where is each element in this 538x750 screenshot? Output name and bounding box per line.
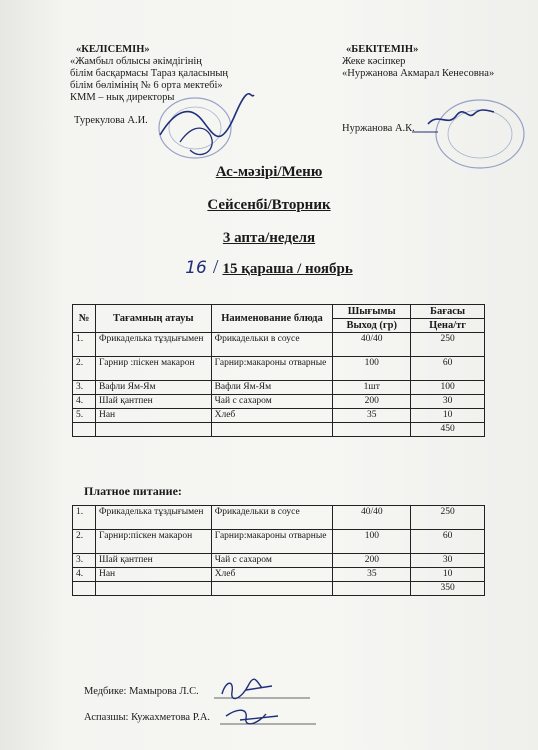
- table-row: [73, 506, 485, 530]
- row-name-ru: Вафли Ям-Ям: [211, 381, 333, 395]
- col-header-name-kz: Тағамның атауы: [95, 305, 211, 333]
- menu-title: Ас-мәзірі/Меню: [215, 164, 323, 180]
- table-row: [73, 409, 485, 423]
- row-price: 250: [411, 506, 485, 530]
- date-line: [0, 256, 538, 279]
- approve-right-signer: Нуржанова А.К.: [342, 123, 415, 134]
- col-header-num: №: [73, 305, 96, 333]
- row-num: 2.: [73, 357, 96, 381]
- cook-label: Аспазшы: Кужахметова Р.А.: [84, 712, 211, 723]
- row-name-kz: Шай қантпен: [95, 395, 211, 409]
- date-handwritten: 16: [185, 258, 207, 278]
- director-stamp-signature: [150, 80, 260, 170]
- row-price: 60: [411, 530, 485, 554]
- approve-left-signer: Турекулова А.И.: [74, 115, 148, 126]
- row-name-kz: Вафли Ям-Ям: [95, 381, 211, 395]
- row-yield: 35: [333, 409, 411, 423]
- nurse-label: Медбике: Мамырова Л.С.: [84, 686, 199, 697]
- paid-total: 350: [411, 582, 485, 596]
- row-yield: 1шт: [333, 381, 411, 395]
- approve-right-line: Жеке кәсіпкер: [342, 56, 406, 67]
- col-header-price: Бағасы: [411, 305, 485, 319]
- row-num: 4.: [73, 395, 96, 409]
- col-header-yield: Шығымы: [333, 305, 411, 319]
- row-name-kz: Нан: [95, 568, 211, 582]
- approve-left-heading: «КЕЛІСЕМІН»: [76, 44, 150, 55]
- row-price: 10: [411, 409, 485, 423]
- row-name-ru: Гарнир:макароны отварные: [211, 530, 333, 554]
- menu-table: [72, 304, 485, 437]
- row-num: 3.: [73, 554, 96, 568]
- row-price: 30: [411, 395, 485, 409]
- table-row: [73, 568, 485, 582]
- nurse-signature-line: [84, 686, 199, 697]
- row-yield: 40/40: [333, 506, 411, 530]
- row-yield: 40/40: [333, 333, 411, 357]
- approve-right-heading: «БЕКІТЕМІН»: [346, 44, 419, 55]
- table-row: [73, 554, 485, 568]
- entrepreneur-stamp-signature: [408, 92, 528, 172]
- row-price: 250: [411, 333, 485, 357]
- row-name-ru: Чай с сахаром: [211, 395, 333, 409]
- paid-meals-label: Платное питание:: [84, 484, 182, 498]
- approve-left-line: «Жамбыл облысы әкімдігінің: [70, 56, 202, 67]
- row-name-kz: Фрикаделька тұздығымен: [95, 506, 211, 530]
- row-name-kz: Шай қантпен: [95, 554, 211, 568]
- table-header-row: [73, 305, 485, 319]
- row-name-ru: Гарнир:макароны отварные: [211, 357, 333, 381]
- row-name-ru: Чай с сахаром: [211, 554, 333, 568]
- row-yield: 100: [333, 357, 411, 381]
- cook-signature-line: [84, 712, 210, 723]
- row-price: 10: [411, 568, 485, 582]
- row-yield: 200: [333, 554, 411, 568]
- table-total-row: [73, 582, 485, 596]
- row-name-ru: Фрикадельки в соусе: [211, 506, 333, 530]
- row-yield: 200: [333, 395, 411, 409]
- date-slash: /: [212, 256, 219, 278]
- row-name-ru: Хлеб: [211, 568, 333, 582]
- table-row: [73, 395, 485, 409]
- approve-left-line: білім бөлімінің № 6 орта мектебі»: [70, 80, 223, 91]
- col-header-yield-sub: Выход (гр): [333, 319, 411, 333]
- row-num: 2.: [73, 530, 96, 554]
- week-title: 3 апта/неделя: [222, 230, 316, 246]
- row-yield: 35: [333, 568, 411, 582]
- approve-right-line: «Нуржанова Акмарал Кенесовна»: [342, 68, 495, 79]
- menu-total: 450: [411, 423, 485, 437]
- table-row: [73, 333, 485, 357]
- row-price: 100: [411, 381, 485, 395]
- row-num: 3.: [73, 381, 96, 395]
- col-header-name-ru: Наименование блюда: [211, 305, 333, 333]
- approve-left-line: білім басқармасы Тараз қаласының: [70, 68, 229, 79]
- row-name-kz: Нан: [95, 409, 211, 423]
- row-price: 60: [411, 357, 485, 381]
- row-name-ru: Фрикадельки в соусе: [211, 333, 333, 357]
- paid-table: [72, 505, 485, 596]
- approve-right-block: [342, 44, 494, 80]
- table-total-row: [73, 423, 485, 437]
- col-header-price-sub: Цена/тг: [411, 319, 485, 333]
- table-row: [73, 530, 485, 554]
- cook-signature: [218, 702, 318, 728]
- date-text: 15 қараша / ноябрь: [222, 261, 353, 277]
- table-row: [73, 381, 485, 395]
- approve-left-line: КММ – нық директоры: [70, 92, 175, 103]
- nurse-signature: [212, 676, 312, 702]
- row-num: 1.: [73, 506, 96, 530]
- row-name-ru: Хлеб: [211, 409, 333, 423]
- row-num: 4.: [73, 568, 96, 582]
- row-num: 5.: [73, 409, 96, 423]
- day-title: Сейсенбі/Вторник: [207, 197, 331, 213]
- row-yield: 100: [333, 530, 411, 554]
- row-name-kz: Фрикаделька тұздығымен: [95, 333, 211, 357]
- row-name-kz: Гарнир :піскен макарон: [95, 357, 211, 381]
- row-name-kz: Гарнир:піскен макарон: [95, 530, 211, 554]
- table-row: [73, 357, 485, 381]
- row-num: 1.: [73, 333, 96, 357]
- row-price: 30: [411, 554, 485, 568]
